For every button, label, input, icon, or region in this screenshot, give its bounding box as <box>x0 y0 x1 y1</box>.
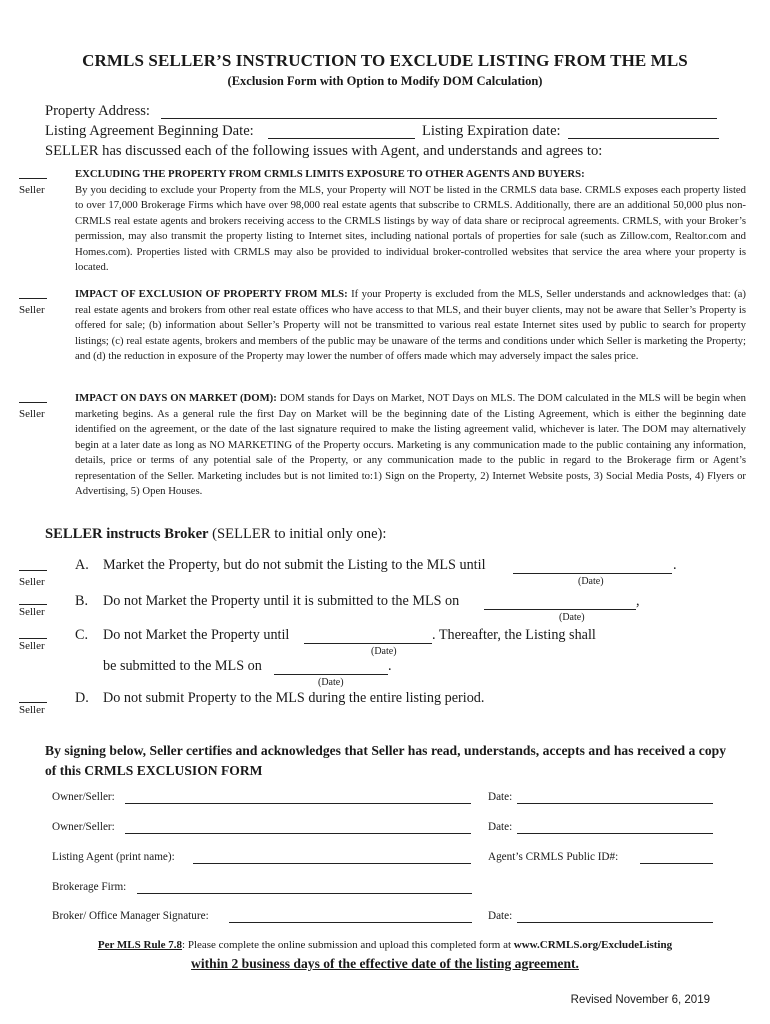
option-c-date-field[interactable] <box>304 643 432 644</box>
option-text: Do not Market the Property until it is submitted to the MLS on <box>103 593 460 609</box>
listing-exp-label: Listing Expiration date: <box>422 123 561 139</box>
seller-initial-field[interactable] <box>19 702 47 703</box>
broker-signature-label: Broker/ Office Manager Signature: <box>52 910 209 922</box>
owner-seller-signature-field[interactable] <box>125 833 471 834</box>
seller-initial-label: Seller <box>19 640 45 652</box>
listing-exp-field[interactable] <box>568 138 719 139</box>
form-subtitle: (Exclusion Form with Option to Modify DOM Calculation) <box>227 74 543 88</box>
footer-instructions <box>0 939 770 951</box>
section-body: If your Property is excluded from the MLS, Seller understands and acknowledges that: (a) real estate agents and brokers from other real estate offices who have access to that MLS, and their buyer clients, may not be aware that Seller’s Property is offered for sale; (b) information about Seller’s Property will not be transmitted to various real estate Internet sites used by public to search for property listings; (c) real estate agents, brokers and members of the public may be unaware of the terms and conditions under which Seller is marketing the Property; and (d) the reduction in exposure of the Property may lower the number of offers made which may adversely impact the sales price. <box>75 288 746 362</box>
exclude-listing-link[interactable]: www.CRMLS.org/ExcludeListing <box>513 939 673 951</box>
instructs-bold: SELLER instructs Broker <box>45 526 209 542</box>
seller-initial-label: Seller <box>19 184 45 196</box>
broker-date-field[interactable] <box>517 922 713 923</box>
date-label: Date: <box>488 910 513 922</box>
listing-begin-label: Listing Agreement Beginning Date: <box>45 123 254 139</box>
option-b-date-field[interactable] <box>484 609 636 610</box>
seller-initial-label: Seller <box>19 606 45 618</box>
owner-seller-signature-field[interactable] <box>125 803 471 804</box>
owner-seller-label: Owner/Seller: <box>52 821 115 833</box>
option-c-cont: be submitted to the MLS on <box>103 658 262 674</box>
option-b-tail: , <box>636 593 640 609</box>
option-c-tail: . Thereafter, the Listing shall <box>432 627 596 643</box>
date-label: Date: <box>488 821 513 833</box>
option-b <box>75 593 459 610</box>
option-letter: A. <box>75 557 89 573</box>
seller-initial-field[interactable] <box>19 570 47 571</box>
date-label: Date: <box>488 791 513 803</box>
option-text: Market the Property, but do not submit the Listing to the MLS until <box>103 557 486 573</box>
option-c <box>75 627 289 644</box>
instructs-rest: (SELLER to initial only one): <box>208 526 387 542</box>
mls-rule: Per MLS Rule 7.8 <box>97 939 183 951</box>
agent-id-label: Agent’s CRMLS Public ID#: <box>488 851 619 863</box>
revised-date: Revised November 6, 2019 <box>570 994 710 1006</box>
listing-begin-field[interactable] <box>268 138 415 139</box>
option-letter: B. <box>75 593 89 609</box>
option-letter: C. <box>75 627 89 643</box>
date-label: (Date) <box>559 612 585 623</box>
date-label: (Date) <box>578 576 604 587</box>
option-c-mls-date-field[interactable] <box>274 674 388 675</box>
form-title: CRMLS SELLER’S INSTRUCTION TO EXCLUDE LISTING FROM THE MLS <box>82 51 688 70</box>
seller-initial-field[interactable] <box>19 604 47 605</box>
property-address-label: Property Address: <box>45 103 150 119</box>
date-label: (Date) <box>318 677 344 688</box>
seller-initial-label: Seller <box>19 304 45 316</box>
option-d <box>75 690 484 707</box>
section-heading: IMPACT ON DAYS ON MARKET (DOM): <box>75 392 277 404</box>
owner-seller-label: Owner/Seller: <box>52 791 115 803</box>
brokerage-firm-field[interactable] <box>137 893 472 894</box>
option-text: Do not Market the Property until <box>103 627 290 643</box>
seller-initial-field[interactable] <box>19 178 47 179</box>
seller-initial-label: Seller <box>19 704 45 716</box>
certify-text: By signing below, Seller certifies and acknowledges that Seller has read, understands, accepts and has received a copy of this CRMLS EXCLUSION FORM <box>45 743 726 778</box>
option-a-date-field[interactable] <box>513 573 672 574</box>
owner-seller-date-field[interactable] <box>517 833 713 834</box>
seller-initial-label: Seller <box>19 576 45 588</box>
discussed-text: SELLER has discussed each of the following issues with Agent, and understands and agrees to: <box>45 143 603 159</box>
broker-signature-field[interactable] <box>229 922 472 923</box>
section-heading: EXCLUDING THE PROPERTY FROM CRMLS LIMITS EXPOSURE TO OTHER AGENTS AND BUYERS: <box>75 168 585 180</box>
section-excluding <box>75 167 746 276</box>
option-a-tail: . <box>673 557 677 573</box>
section-heading: IMPACT OF EXCLUSION OF PROPERTY FROM MLS: <box>75 288 348 300</box>
section-body: By you deciding to exclude your Property from the MLS, your Property will NOT be listed in the CRMLS data base. CRMLS exposes each property listed to over 17,000 Brokerage Firms which have over 98,000 real estate agents that subscribe to CRMLS. Additionally, there are an additional 50,000 plus non-CRMLS real estate agents and brokers receiving access to the CRMLS listings by way of data share or reciprocal agreements. CRMLS, with your Broker’s permission, may also transmit the property listing to Internet sites, including national portals of properties for sale (such as Zillow.com, Realtor.com and Homes.com). Properties listed with CRMLS may also be provided to individual broker-controlled websites that service the area where your property is located. <box>75 183 746 273</box>
option-a <box>75 557 486 574</box>
footer-text: : Please complete the online submission and upload this completed form at <box>182 939 514 951</box>
brokerage-firm-label: Brokerage Firm: <box>52 881 127 893</box>
owner-seller-date-field[interactable] <box>517 803 713 804</box>
agent-id-field[interactable] <box>640 863 713 864</box>
option-letter: D. <box>75 690 89 706</box>
section-body: DOM stands for Days on Market, NOT Days on MLS. The DOM calculated in the MLS will be begin when marketing begins. As a general rule the first Day on Market will be the beginning date of the Listing Agreement, which is either the beginning date identified on the agreement, or the date of the last signature required to make the listing agreement valid, whichever is later. The DOM may alternatively begin at a later date as long as NO MARKETING of the Property occurs. Marketing is any communication made to the public containing any information, details, price or terms of any potential sale of the Property, or any communication made to the public in regard to the Brokerage firm or Agent’s representation of the Seller. Marketing includes but is not limited to:1) Sign on the Property, 2) Internet Website posts, 3) Social Media Posts, 4) Flyers or Advertising, 5) Open Houses. <box>75 392 746 497</box>
date-label: (Date) <box>371 646 397 657</box>
section-impact-dom <box>75 391 746 500</box>
section-impact-exclusion <box>75 287 746 365</box>
seller-initial-label: Seller <box>19 408 45 420</box>
listing-agent-name-field[interactable] <box>193 863 471 864</box>
footer-deadline: within 2 business days of the effective date of the listing agreement. <box>191 956 579 971</box>
instructs-line <box>45 526 386 543</box>
seller-initial-field[interactable] <box>19 298 47 299</box>
option-text: Do not submit Property to the MLS during the entire listing period. <box>103 690 485 706</box>
seller-initial-field[interactable] <box>19 638 47 639</box>
option-c-cont-tail: . <box>388 658 392 674</box>
seller-initial-field[interactable] <box>19 402 47 403</box>
property-address-field[interactable] <box>161 118 717 119</box>
listing-agent-label: Listing Agent (print name): <box>52 851 175 863</box>
